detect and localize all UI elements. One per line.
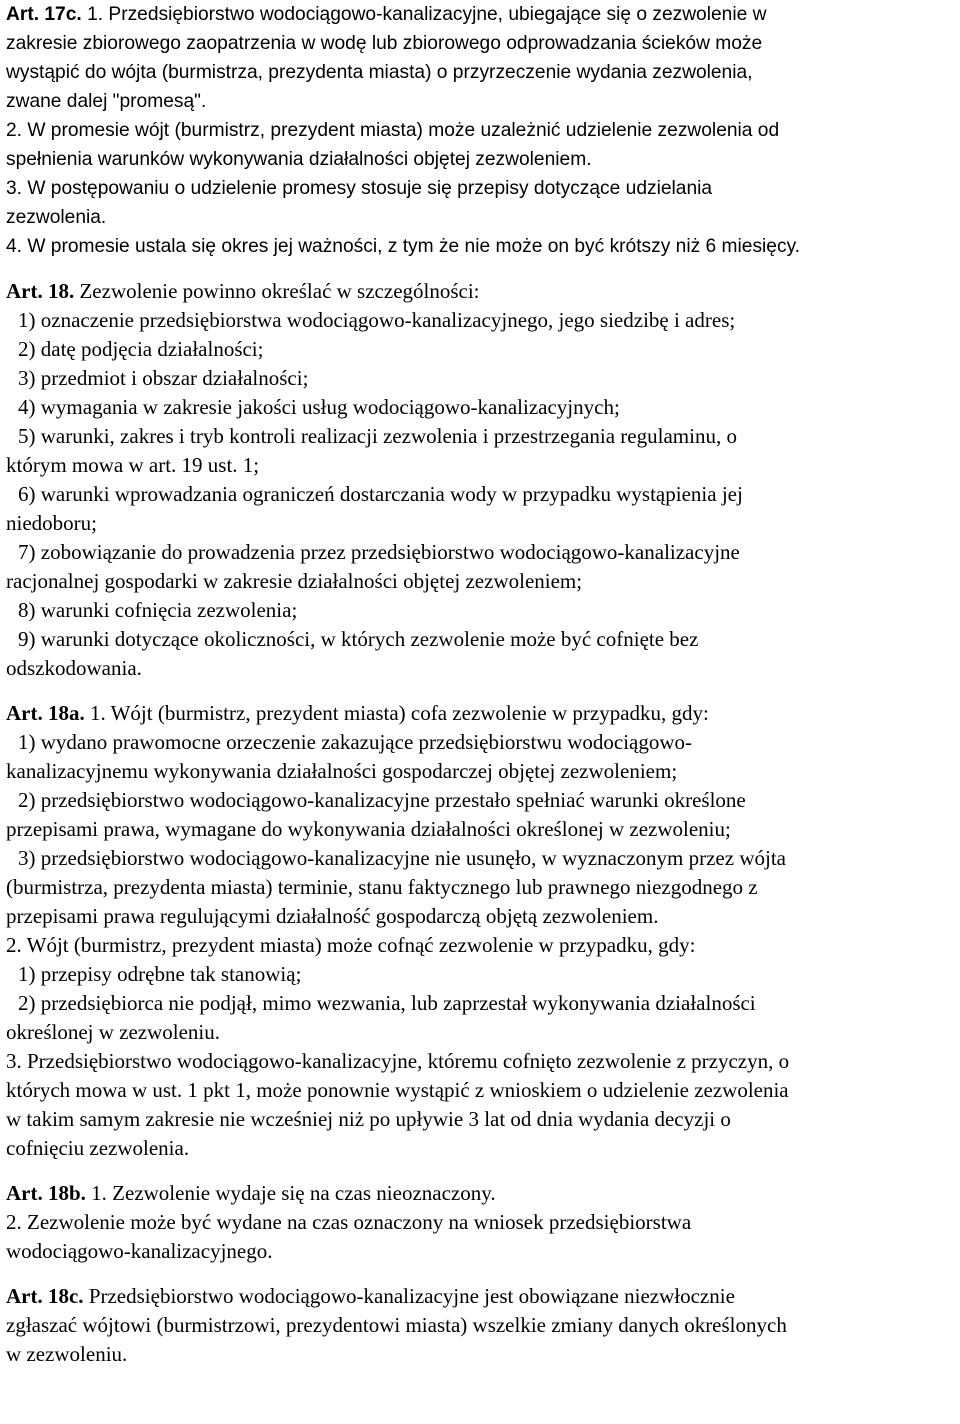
article-18b-intro: 1. Zezwolenie wydaje się na czas nieoznaczony.	[85, 1181, 496, 1205]
paragraph-line: 3. Przedsiębiorstwo wodociągowo-kanalizacyjne, któremu cofnięto zezwolenie z przyczyn, o	[6, 1049, 790, 1073]
list-item-continuation: niedoboru;	[6, 511, 97, 535]
list-item-continuation: kanalizacyjnemu wykonywania działalności gospodarczej objętej zezwoleniem;	[6, 759, 678, 783]
paragraph-line: 2. Wójt (burmistrz, prezydent miasta) może cofnąć zezwolenie w przypadku, gdy:	[6, 933, 696, 957]
list-item: 3) przedmiot i obszar działalności;	[18, 366, 309, 390]
article-18-line-1	[6, 277, 954, 306]
list-item: 8) warunki cofnięcia zezwolenia;	[18, 598, 298, 622]
list-item: 2) przedsiębiorca nie podjął, mimo wezwania, lub zaprzestał wykonywania działalności	[18, 991, 756, 1015]
article-18c	[6, 1282, 954, 1369]
paragraph-line: w zezwoleniu.	[6, 1342, 128, 1366]
list-item: 7) zobowiązanie do prowadzenia przez przedsiębiorstwo wodociągowo-kanalizacyjne	[18, 540, 740, 564]
list-item: 1) oznaczenie przedsiębiorstwa wodociągowo-kanalizacyjnego, jego siedzibę i adres;	[18, 308, 736, 332]
list-item-continuation: racjonalnej gospodarki w zakresie działalności objętej zezwoleniem;	[6, 569, 583, 593]
list-item-continuation: przepisami prawa, wymagane do wykonywania działalności określonej w zezwoleniu;	[6, 817, 731, 841]
paragraph-line: wodociągowo-kanalizacyjnego.	[6, 1239, 273, 1263]
spacer	[6, 683, 954, 699]
list-item: 1) przepisy odrębne tak stanowią;	[18, 962, 302, 986]
article-18c-line-1	[6, 1282, 954, 1311]
article-17c-line: zwane dalej "promesą".	[6, 91, 207, 112]
article-18b-heading: Art. 18b.	[6, 1181, 86, 1205]
paragraph-line: cofnięciu zezwolenia.	[6, 1136, 190, 1160]
article-18b-line-1	[6, 1179, 954, 1208]
list-item: 2) przedsiębiorstwo wodociągowo-kanalizacyjne przestało spełniać warunki określone	[18, 788, 746, 812]
article-17c-line: wystąpić do wójta (burmistrza, prezydenta miasta) o przyrzeczenie wydania zezwolenia,	[6, 62, 753, 83]
spacer	[6, 1163, 954, 1179]
list-item: 6) warunki wprowadzania ograniczeń dostarczania wody w przypadku wystąpienia jej	[18, 482, 743, 506]
list-item-continuation: (burmistrza, prezydenta miasta) terminie, stanu faktycznego lub prawnego niezgodnego z	[6, 875, 758, 899]
article-17c-line: spełnienia warunków wykonywania działalności objętej zezwoleniem.	[6, 149, 592, 170]
article-18c-intro: Przedsiębiorstwo wodociągowo-kanalizacyjne jest obowiązane niezwłocznie	[83, 1284, 735, 1308]
article-17c-line-1	[6, 0, 954, 29]
article-18a	[6, 699, 954, 1163]
article-18a-intro: 1. Wójt (burmistrz, prezydent miasta) cofa zezwolenie w przypadku, gdy:	[84, 701, 709, 725]
article-17c-line: 4. W promesie ustala się okres jej ważności, z tym że nie może on być krótszy niż 6 miesięcy.	[6, 236, 801, 257]
list-item-continuation: określonej w zezwoleniu.	[6, 1020, 221, 1044]
article-17c-line: zezwolenia.	[6, 207, 107, 228]
article-18c-heading: Art. 18c.	[6, 1284, 84, 1308]
article-18a-line-1	[6, 699, 954, 728]
article-17c-heading: Art. 17c.	[6, 4, 82, 25]
list-item: 1) wydano prawomocne orzeczenie zakazujące przedsiębiorstwu wodociągowo-	[18, 730, 693, 754]
article-18	[6, 277, 954, 683]
spacer	[6, 1266, 954, 1282]
list-item: 9) warunki dotyczące okoliczności, w których zezwolenie może być cofnięte bez	[18, 627, 699, 651]
spacer	[6, 261, 954, 277]
article-17c-line: 2. W promesie wójt (burmistrz, prezydent miasta) może uzależnić udzielenie zezwolenia od	[6, 120, 780, 141]
article-18-heading: Art. 18.	[6, 279, 75, 303]
article-17c-line: zakresie zbiorowego zaopatrzenia w wodę lub zbiorowego odprowadzania ścieków może	[6, 33, 763, 54]
article-18b	[6, 1179, 954, 1266]
list-item: 3) przedsiębiorstwo wodociągowo-kanalizacyjne nie usunęło, w wyznaczonym przez wójta	[18, 846, 786, 870]
article-17c-line: 3. W postępowaniu o udzielenie promesy stosuje się przepisy dotyczące udzielania	[6, 178, 713, 199]
paragraph-line: 2. Zezwolenie może być wydane na czas oznaczony na wniosek przedsiębiorstwa	[6, 1210, 692, 1234]
list-item-continuation: którym mowa w art. 19 ust. 1;	[6, 453, 260, 477]
paragraph-line: zgłaszać wójtowi (burmistrzowi, prezydentowi miasta) wszelkie zmiany danych określonych	[6, 1313, 787, 1337]
list-item: 2) datę podjęcia działalności;	[18, 337, 264, 361]
list-item: 4) wymagania w zakresie jakości usług wodociągowo-kanalizacyjnych;	[18, 395, 620, 419]
list-item-continuation: przepisami prawa regulującymi działalność gospodarczą objętą zezwoleniem.	[6, 904, 659, 928]
list-item: 5) warunki, zakres i tryb kontroli realizacji zezwolenia i przestrzegania regulaminu, o	[18, 424, 737, 448]
paragraph-line: w takim samym zakresie nie wcześniej niż po upływie 3 lat od dnia wydania decyzji o	[6, 1107, 731, 1131]
paragraph-line: których mowa w ust. 1 pkt 1, może ponownie wystąpić z wnioskiem o udzielenie zezwolenia	[6, 1078, 789, 1102]
article-18a-heading: Art. 18a.	[6, 701, 85, 725]
list-item-continuation: odszkodowania.	[6, 656, 142, 680]
article-18-intro: Zezwolenie powinno określać w szczególności:	[74, 279, 480, 303]
article-17c-text: 1. Przedsiębiorstwo wodociągowo-kanalizacyjne, ubiegające się o zezwolenie w	[81, 4, 767, 25]
article-17c	[6, 0, 954, 261]
